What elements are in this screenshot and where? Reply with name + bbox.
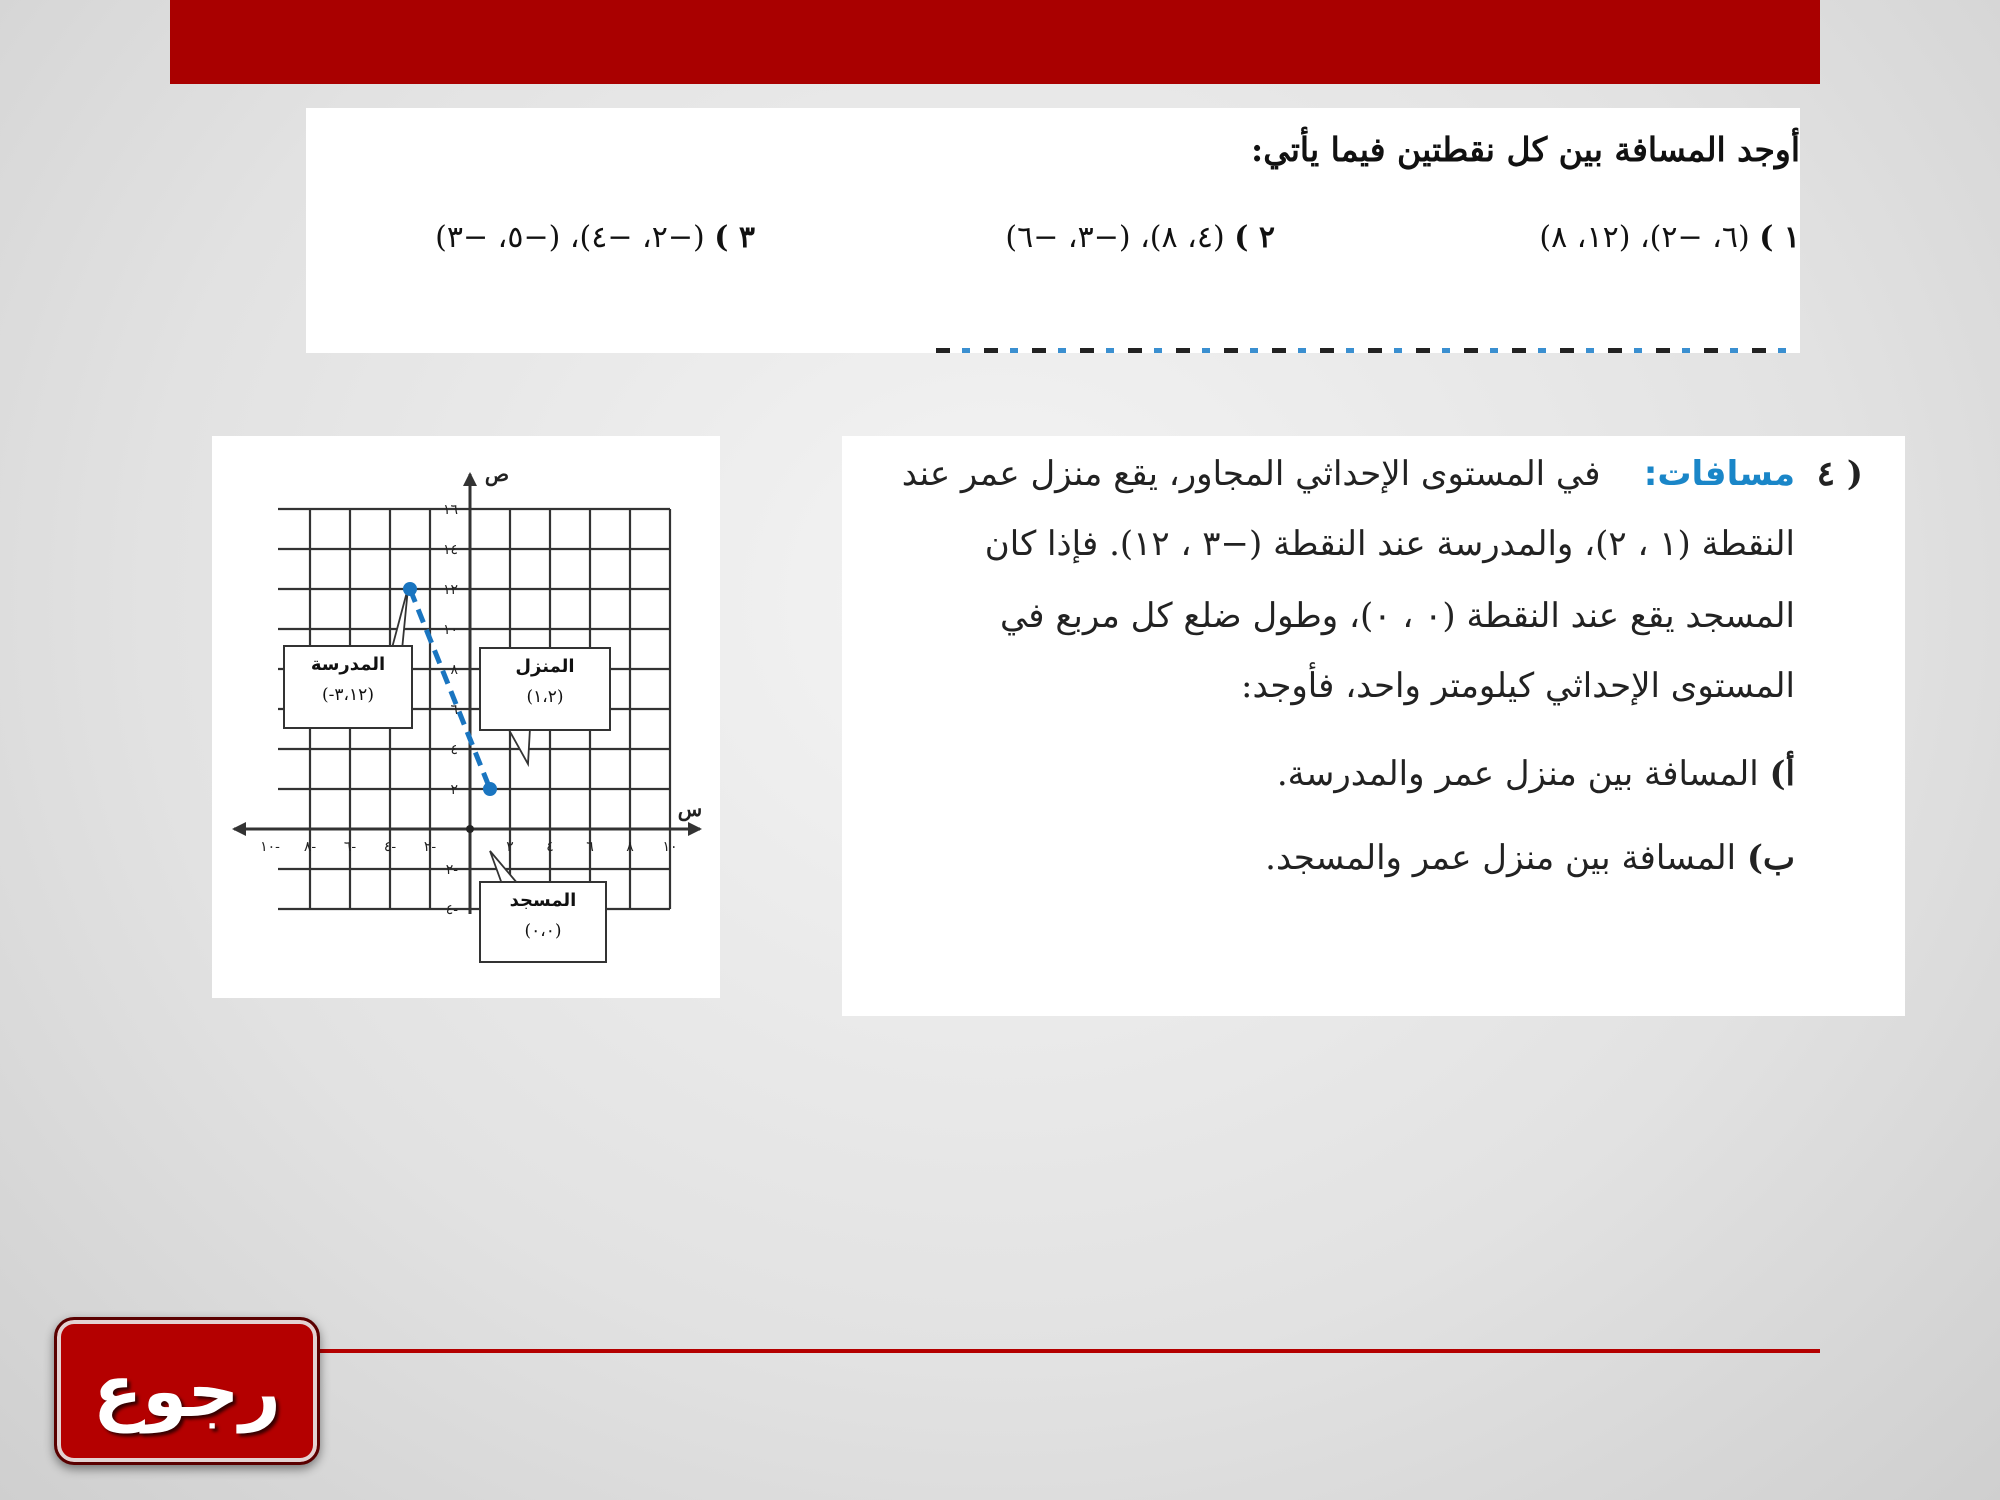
part-a-label: أ) [1769,754,1795,794]
y-axis-arrow [463,472,477,486]
problem4-line-2: النقطة (١ ، ٢)، والمدرسة عند النقطة (−٣ ، ١٢). فإذا كان [984,524,1795,564]
problem4-line-4: المستوى الإحداثي كيلومتر واحد، فأوجد: [1241,666,1795,706]
school-callout-pointer [392,588,408,650]
problem4-line-1-text: في المستوى الإحداثي المجاور، يقع منزل عمر عند [901,454,1601,494]
y-tick-label: ١٠ [442,622,458,638]
part-b-text: المسافة بين منزل عمر والمسجد. [1265,838,1737,878]
exercise-panel [306,108,1800,353]
school-point [403,582,417,596]
x-tick-label: ٢ [506,839,514,855]
home-point [483,782,497,796]
x-tick-label: ٦ [586,839,594,855]
problem-2-text: (٤، ٨)، (−٣، −٦) [1005,220,1225,255]
problem-1-number: ١ ) [1759,220,1800,255]
x-tick-label: ١٠ [662,839,678,855]
y-tick-label: ٦ [450,702,458,718]
x-tick-label: ٨ [626,839,634,855]
school-callout-coord: (-٣،١٢) [322,685,374,705]
y-tick-label: ٤- [445,902,458,918]
problem4-part-b [1265,838,1795,878]
origin-dot [466,825,474,833]
problem-1-text: (٦، −٢)، (١٢، ٨) [1539,220,1750,255]
home-callout-pointer [508,728,530,764]
part-a-text: المسافة بين منزل عمر والمدرسة. [1276,754,1759,794]
coordinate-plane [212,436,720,998]
home-callout-coord: (١،٢) [526,687,564,707]
back-button[interactable]: رجوع [54,1317,320,1465]
problem-1 [1539,220,1800,255]
problem-3-text: (−٢، −٤)، (−٥، −٣) [435,220,705,255]
y-tick-label: ٢ [450,782,458,798]
problem4-number: ٤ ) [1816,454,1863,494]
x-tick-label: ١٠- [260,839,280,855]
problem-3 [435,220,755,255]
exercise-instruction: أوجد المسافة بين كل نقطتين فيما يأتي: [1251,130,1800,169]
graph-panel [212,436,720,998]
problem4-heading: مسافات: [1643,454,1795,494]
x-tick-label: ٤- [383,839,397,855]
x-tick-label: ٤ [546,839,554,855]
x-tick-label: ٦- [343,839,357,855]
problem4-line-3: المسجد يقع عند النقطة (٠ ، ٠)، وطول ضلع كل مربع في [999,596,1795,636]
mosque-callout-name: المسجد [509,890,577,911]
problem4-part-a [1277,754,1795,794]
x-axis-arrow-right [688,822,702,836]
x-axis-arrow-left [232,822,246,836]
problem-2-number: ٢ ) [1234,220,1275,255]
home-callout-name: المنزل [515,656,575,677]
school-callout-name: المدرسة [310,654,386,675]
part-b-label: ب) [1746,838,1795,878]
y-tick-label: ١٢ [442,582,458,598]
school-home-segment [410,589,490,789]
cropped-text-line [936,342,1800,353]
problem-3-number: ٣ ) [714,220,755,255]
y-tick-label: ٤ [450,742,458,758]
bottom-divider [312,1349,1820,1353]
problem4-line-1 [902,454,1795,494]
top-banner [170,0,1820,84]
x-tick-label: ٢- [423,839,437,855]
x-axis-label: س [677,797,703,821]
y-axis-label: ص [484,462,510,486]
mosque-callout-coord: (٠،٠) [524,921,562,941]
problem4-panel [842,436,1905,1016]
y-tick-label: ٢- [445,862,458,878]
y-tick-label: ٨ [450,662,458,678]
y-tick-label: ١٦ [442,502,458,518]
problem-2 [1005,220,1275,255]
mosque-callout-pointer [490,851,518,884]
y-tick-label: ١٤ [442,542,458,558]
x-tick-label: ٨- [303,839,317,855]
